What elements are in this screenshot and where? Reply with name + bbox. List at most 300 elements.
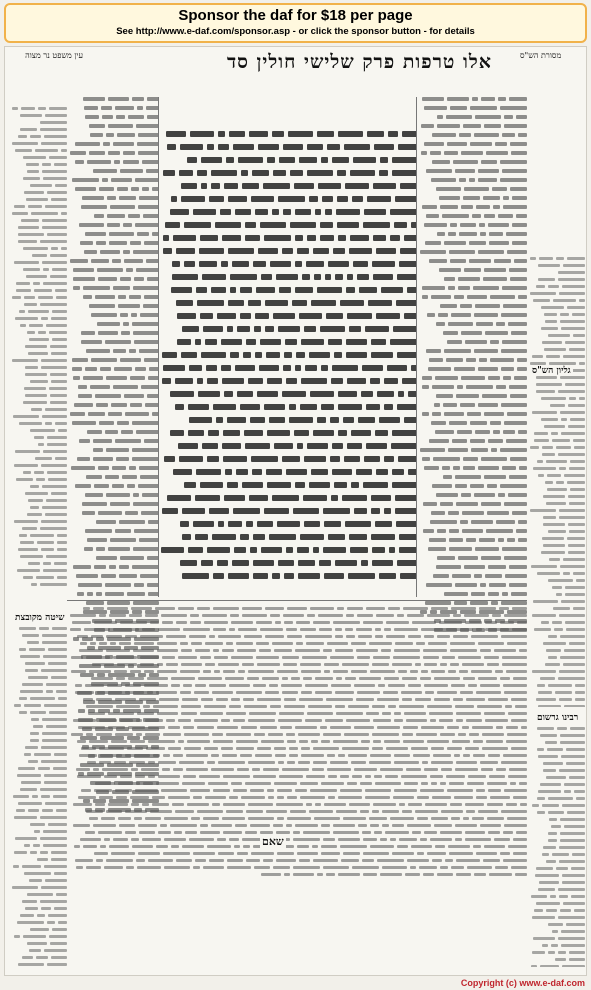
text-glyph-run <box>234 547 246 553</box>
text-glyph-run <box>379 573 396 579</box>
text-glyph-run <box>31 583 37 586</box>
text-glyph-run <box>420 448 445 452</box>
text-glyph-run <box>543 495 565 498</box>
text-glyph-run <box>390 339 417 345</box>
text-glyph-run <box>42 226 67 229</box>
text-glyph-run <box>377 726 400 729</box>
text-glyph-run <box>395 642 413 645</box>
text-glyph-run <box>375 521 392 527</box>
text-glyph-run <box>177 313 196 319</box>
text-glyph-run <box>447 97 469 101</box>
text-glyph-run <box>344 144 370 150</box>
text-glyph-run <box>463 457 478 461</box>
text-glyph-run <box>485 574 502 578</box>
text-glyph-run <box>559 509 585 512</box>
text-glyph-run <box>399 547 417 553</box>
text-glyph-run <box>207 378 218 384</box>
text-glyph-run <box>511 151 527 155</box>
text-glyph-run <box>422 385 429 389</box>
text-glyph-run <box>105 583 131 587</box>
text-glyph-run <box>73 565 91 569</box>
text-glyph-run <box>40 240 67 243</box>
text-glyph-run <box>402 733 413 736</box>
text-glyph-run <box>96 556 117 560</box>
text-glyph-run <box>18 240 37 243</box>
text-glyph-run <box>238 628 257 631</box>
text-glyph-run <box>569 642 585 645</box>
text-glyph-run <box>335 635 343 638</box>
text-glyph-run <box>449 250 475 254</box>
text-glyph-run <box>333 621 360 624</box>
text-glyph-run <box>274 747 286 750</box>
text-glyph-run <box>220 209 231 215</box>
text-glyph-run <box>350 547 368 553</box>
text-glyph-run <box>267 482 291 488</box>
text-glyph-run <box>530 257 536 260</box>
text-glyph-run <box>431 747 444 750</box>
text-glyph-run <box>447 142 467 146</box>
text-glyph-run <box>141 385 159 389</box>
text-glyph-run <box>556 446 571 449</box>
text-glyph-run <box>333 248 345 254</box>
text-glyph-run <box>456 712 481 715</box>
text-glyph-run <box>424 142 444 146</box>
text-glyph-run <box>204 705 226 708</box>
text-glyph-run <box>238 670 245 673</box>
text-glyph-run <box>162 378 171 384</box>
text-glyph-run <box>383 691 398 694</box>
text-glyph-run <box>513 677 527 680</box>
text-glyph-run <box>423 649 447 652</box>
text-glyph-run <box>434 698 450 701</box>
text-glyph-run <box>470 142 492 146</box>
text-glyph-run <box>384 378 398 384</box>
text-glyph-run <box>394 649 420 652</box>
text-glyph-run <box>114 670 127 673</box>
text-glyph-run <box>357 656 370 659</box>
text-glyph-run <box>291 677 300 680</box>
text-glyph-run <box>375 430 388 436</box>
text-glyph-run <box>458 556 478 560</box>
text-glyph-run <box>205 663 215 666</box>
text-glyph-run <box>295 649 320 652</box>
text-glyph-run <box>416 733 437 736</box>
text-glyph-run <box>265 326 274 332</box>
text-glyph-run <box>506 726 518 729</box>
text-glyph-run <box>164 456 175 462</box>
text-glyph-run <box>421 670 428 673</box>
text-glyph-run <box>12 212 28 215</box>
text-glyph-run <box>326 313 343 319</box>
text-glyph-run <box>297 547 309 553</box>
text-glyph-run <box>242 183 259 189</box>
text-glyph-run <box>259 649 271 652</box>
text-glyph-run <box>565 586 585 589</box>
text-glyph-run <box>41 520 67 523</box>
text-glyph-run <box>500 160 527 164</box>
text-glyph-run <box>89 740 108 743</box>
text-glyph-run <box>459 232 477 236</box>
text-glyph-run <box>466 698 485 701</box>
text-glyph-run <box>444 151 458 155</box>
text-glyph-run <box>446 628 473 631</box>
text-glyph-run <box>542 446 553 449</box>
text-glyph-run <box>307 614 315 617</box>
sponsor-subtitle[interactable]: See http://www.e-daf.com/sponsor.asp - or click the sponsor button - for details <box>116 26 475 37</box>
text-glyph-run <box>509 583 527 587</box>
text-glyph-run <box>345 521 371 527</box>
text-glyph-run <box>180 691 191 694</box>
text-glyph-run <box>231 656 253 659</box>
text-glyph-run <box>446 358 463 362</box>
text-glyph-run <box>178 443 198 449</box>
text-glyph-run <box>495 142 507 146</box>
text-glyph-run <box>140 635 163 638</box>
text-glyph-run <box>141 511 159 515</box>
text-glyph-run <box>99 421 114 425</box>
text-glyph-run <box>13 415 39 418</box>
text-glyph-run <box>77 592 84 596</box>
text-glyph-run <box>354 684 375 687</box>
text-glyph-run <box>181 196 205 202</box>
text-glyph-run <box>359 287 377 293</box>
text-glyph-run <box>470 601 488 605</box>
text-glyph-run <box>80 642 87 645</box>
text-glyph-run <box>115 106 134 110</box>
text-glyph-run <box>222 443 241 449</box>
text-glyph-run <box>321 740 330 743</box>
text-glyph-run <box>546 502 566 505</box>
text-glyph-run <box>353 157 376 163</box>
text-glyph-run <box>388 684 405 687</box>
text-glyph-run <box>548 285 559 288</box>
text-glyph-run <box>121 331 130 335</box>
text-glyph-run <box>199 261 217 267</box>
text-glyph-run <box>84 106 98 110</box>
text-glyph-run <box>574 446 585 449</box>
text-glyph-run <box>50 254 67 257</box>
text-glyph-run <box>305 719 322 722</box>
text-glyph-run <box>261 547 282 553</box>
text-glyph-run <box>226 712 246 715</box>
text-glyph-run <box>221 365 231 371</box>
text-glyph-run <box>325 209 332 215</box>
text-glyph-run <box>30 135 41 138</box>
text-glyph-run <box>579 299 585 302</box>
text-glyph-run <box>421 628 443 631</box>
text-glyph-run <box>27 513 42 516</box>
text-glyph-run <box>213 404 236 410</box>
text-glyph-run <box>440 304 457 308</box>
text-glyph-run <box>501 601 527 605</box>
text-glyph-run <box>458 286 470 290</box>
text-glyph-run <box>119 574 137 578</box>
text-glyph-run <box>114 160 120 164</box>
text-glyph-run <box>478 403 498 407</box>
text-glyph-run <box>378 684 385 687</box>
text-glyph-run <box>218 663 239 666</box>
sponsor-title[interactable]: Sponsor the daf for $18 per page <box>178 7 413 24</box>
text-glyph-run <box>479 607 496 610</box>
text-glyph-run <box>429 712 453 715</box>
text-glyph-run <box>46 499 67 502</box>
text-glyph-run <box>252 170 269 176</box>
text-glyph-run <box>107 601 130 605</box>
text-glyph-run <box>110 502 130 506</box>
text-glyph-run <box>50 345 67 348</box>
text-glyph-run <box>315 691 332 694</box>
text-glyph-run <box>23 177 40 180</box>
text-glyph-run <box>274 649 292 652</box>
text-glyph-run <box>476 691 501 694</box>
text-glyph-run <box>248 719 275 722</box>
text-glyph-run <box>209 508 229 514</box>
text-glyph-run <box>195 339 201 345</box>
text-glyph-run <box>306 642 324 645</box>
text-glyph-run <box>379 417 400 423</box>
text-glyph-run <box>424 635 434 638</box>
text-glyph-run <box>437 635 450 638</box>
text-glyph-run <box>134 583 144 587</box>
text-glyph-run <box>130 376 145 380</box>
text-glyph-run <box>440 205 458 209</box>
text-glyph-run <box>510 457 527 461</box>
text-glyph-run <box>226 733 251 736</box>
text-glyph-run <box>195 684 206 687</box>
text-glyph-run <box>45 205 67 208</box>
text-glyph-run <box>106 493 130 497</box>
text-glyph-run <box>145 614 158 617</box>
text-glyph-run <box>32 254 47 257</box>
text-glyph-run <box>462 726 469 729</box>
text-glyph-run <box>462 511 484 515</box>
text-glyph-run <box>272 209 279 215</box>
text-glyph-run <box>486 740 503 743</box>
text-glyph-run <box>472 726 493 729</box>
text-glyph-run <box>282 691 298 694</box>
text-glyph-run <box>471 520 493 524</box>
text-glyph-run <box>144 358 159 362</box>
text-glyph-run <box>362 365 383 371</box>
text-glyph-run <box>330 656 354 659</box>
text-glyph-run <box>328 339 342 345</box>
text-glyph-run <box>530 509 556 512</box>
text-glyph-run <box>163 733 181 736</box>
text-glyph-run <box>119 565 129 569</box>
text-glyph-run <box>150 621 159 624</box>
text-glyph-run <box>422 205 437 209</box>
text-glyph-run <box>23 268 40 271</box>
text-glyph-run <box>181 705 201 708</box>
text-glyph-run <box>575 684 585 687</box>
text-glyph-run <box>388 131 398 137</box>
text-glyph-run <box>246 339 256 345</box>
text-glyph-run <box>372 663 389 666</box>
text-glyph-run <box>327 642 348 645</box>
text-glyph-run <box>26 163 39 166</box>
text-glyph-run <box>500 484 527 488</box>
text-glyph-run <box>57 534 67 537</box>
text-glyph-run <box>460 223 476 227</box>
text-glyph-run <box>373 235 386 241</box>
text-glyph-run <box>334 352 342 358</box>
text-glyph-run <box>78 394 92 398</box>
text-glyph-run <box>514 259 527 263</box>
text-glyph-run <box>399 705 424 708</box>
text-glyph-run <box>423 529 434 533</box>
text-glyph-run <box>324 521 341 527</box>
text-glyph-run <box>245 235 260 241</box>
text-glyph-run <box>132 448 159 452</box>
text-glyph-run <box>117 133 135 137</box>
text-glyph-run <box>474 313 498 317</box>
text-glyph-run <box>530 446 539 449</box>
text-glyph-run <box>565 383 585 386</box>
text-glyph-run <box>264 508 289 514</box>
text-glyph-run <box>73 286 80 290</box>
text-glyph-run <box>313 430 334 436</box>
text-glyph-run <box>83 607 90 610</box>
text-glyph-run <box>426 214 439 218</box>
text-glyph-run <box>50 394 67 397</box>
text-glyph-run <box>538 264 560 267</box>
text-glyph-run <box>373 656 390 659</box>
text-glyph-run <box>346 287 355 293</box>
text-glyph-run <box>398 144 417 150</box>
text-glyph-run <box>109 232 134 236</box>
text-glyph-run <box>269 534 296 540</box>
text-glyph-run <box>212 733 223 736</box>
text-glyph-run <box>258 144 279 150</box>
text-glyph-run <box>170 430 184 436</box>
text-glyph-run <box>322 196 333 202</box>
text-glyph-run <box>332 365 358 371</box>
text-glyph-run <box>47 191 67 194</box>
text-glyph-run <box>503 205 527 209</box>
text-glyph-run <box>482 394 507 398</box>
text-glyph-run <box>567 257 585 260</box>
text-glyph-run <box>268 733 283 736</box>
text-glyph-run <box>103 142 110 146</box>
text-glyph-run <box>517 621 527 624</box>
text-glyph-run <box>215 222 241 228</box>
text-glyph-run <box>156 691 177 694</box>
text-glyph-run <box>256 621 272 624</box>
text-glyph-run <box>266 352 280 358</box>
text-glyph-run <box>548 530 566 533</box>
text-glyph-run <box>357 614 373 617</box>
text-glyph-run <box>568 551 585 554</box>
text-glyph-run <box>77 740 86 743</box>
text-glyph-run <box>481 502 501 506</box>
text-glyph-run <box>498 97 506 101</box>
text-glyph-run <box>563 355 585 358</box>
text-glyph-run <box>248 378 263 384</box>
text-glyph-run <box>436 322 445 326</box>
text-glyph-run <box>361 560 368 566</box>
text-glyph-run <box>194 691 209 694</box>
text-glyph-run <box>303 677 312 680</box>
text-glyph-run <box>391 443 417 449</box>
text-glyph-run <box>129 349 136 353</box>
text-glyph-run <box>232 261 249 267</box>
text-glyph-run <box>227 482 238 488</box>
text-glyph-run <box>190 614 199 617</box>
text-glyph-run <box>135 178 159 182</box>
text-glyph-run <box>560 376 585 379</box>
text-glyph-run <box>352 196 363 202</box>
text-glyph-run <box>214 670 220 673</box>
text-glyph-run <box>286 628 297 631</box>
text-glyph-run <box>349 326 361 332</box>
text-glyph-run <box>493 205 500 209</box>
text-glyph-run <box>265 691 279 694</box>
text-glyph-run <box>209 196 224 202</box>
text-glyph-run <box>191 642 202 645</box>
text-glyph-run <box>272 131 284 137</box>
text-glyph-run <box>241 726 257 729</box>
sponsor-banner[interactable] <box>4 3 587 43</box>
text-glyph-run <box>113 628 139 631</box>
text-glyph-run <box>561 600 585 603</box>
text-glyph-run <box>371 352 393 358</box>
text-glyph-run <box>270 614 280 617</box>
text-glyph-run <box>94 565 106 569</box>
text-glyph-run <box>163 170 175 176</box>
text-glyph-run <box>42 506 67 509</box>
text-glyph-run <box>426 349 441 353</box>
text-glyph-run <box>25 373 47 376</box>
text-glyph-run <box>442 466 450 470</box>
text-glyph-run <box>323 508 350 514</box>
text-glyph-run <box>384 508 391 514</box>
text-glyph-run <box>140 656 159 659</box>
text-glyph-run <box>23 247 48 250</box>
text-glyph-run <box>75 187 96 191</box>
text-glyph-run <box>304 326 316 332</box>
text-glyph-run <box>57 541 67 544</box>
text-glyph-run <box>132 421 159 425</box>
text-glyph-run <box>427 740 449 743</box>
text-glyph-run <box>30 429 55 432</box>
text-glyph-run <box>432 160 450 164</box>
text-glyph-run <box>12 142 38 145</box>
text-glyph-run <box>96 241 106 245</box>
text-glyph-run <box>479 223 485 227</box>
text-glyph-run <box>366 607 385 610</box>
text-glyph-run <box>376 313 400 319</box>
text-glyph-run <box>189 417 212 423</box>
gemara-text-block <box>157 131 417 586</box>
text-glyph-run <box>71 656 83 659</box>
text-glyph-run <box>323 547 346 553</box>
text-glyph-run <box>21 219 39 222</box>
text-glyph-run <box>244 635 262 638</box>
text-glyph-run <box>512 241 527 245</box>
text-glyph-run <box>534 628 551 631</box>
text-glyph-run <box>57 576 67 579</box>
text-glyph-run <box>231 621 253 624</box>
text-glyph-run <box>130 740 145 743</box>
text-glyph-run <box>363 222 390 228</box>
text-glyph-run <box>182 326 199 332</box>
text-glyph-run <box>229 705 241 708</box>
text-glyph-run <box>256 642 269 645</box>
text-glyph-run <box>338 131 363 137</box>
text-glyph-run <box>568 404 585 407</box>
text-glyph-run <box>182 573 209 579</box>
text-glyph-run <box>506 670 527 673</box>
